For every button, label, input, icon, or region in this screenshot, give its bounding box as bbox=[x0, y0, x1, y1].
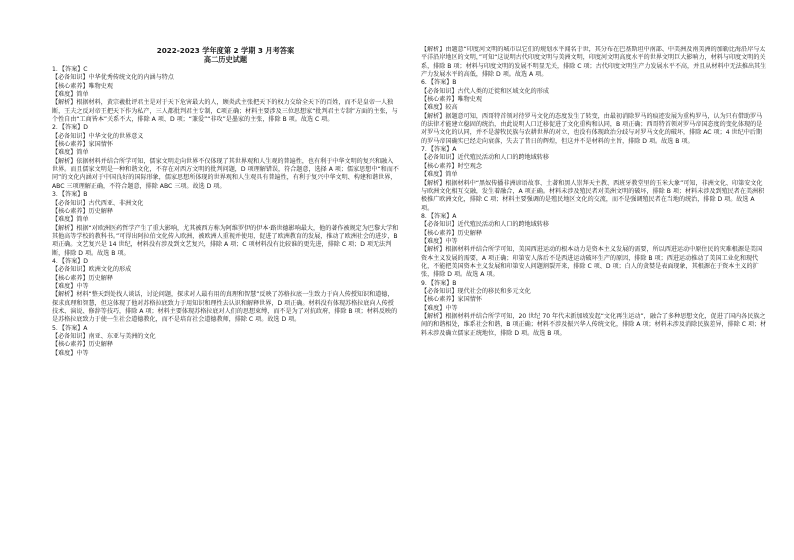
difficulty-line: 【难度】较高 bbox=[421, 104, 458, 112]
difficulty-line: 【难度】中等 bbox=[421, 237, 458, 245]
knowledge-line: 【必备知识】南亚、东亚与美洲的文化 bbox=[52, 333, 156, 340]
difficulty-line: 【难度】中等 bbox=[421, 304, 458, 312]
document-title: 2022-2023 学年度第 2 学期 3 月考答案 bbox=[156, 46, 295, 55]
difficulty-line: 【难度】中等 bbox=[52, 282, 89, 290]
analysis-paragraph: 【解析】依据材料并结合所学可知，儒家文明走向世界不仅体现了其世界观和人生观的普遍性，也有利于中华文明的复兴和融入世界。而且儒家文明是一种和谐文化，不存在对西方文明的批判问题，D 项理解错误，符合题意，选择 A 项；儒家思想中“和而不同”的文化内涵对于中国良好的国际形象，儒家思想所体现的世界观和人生观具有普遍性，有利于复兴中华文明、构建和谐世界，ABC 三项理解正确，不符合题意，排除 ABC 三项。故选 D 项。 bbox=[52, 157, 399, 190]
literacy-line: 【核心素养】历史解释 bbox=[421, 229, 482, 237]
knowledge-line: 【必备知识】现代社会的移民和多元文化 bbox=[421, 287, 531, 295]
question-5-analysis bbox=[421, 46, 768, 79]
question-4 bbox=[52, 258, 399, 325]
answer-line: 7．【答案】A bbox=[421, 146, 457, 154]
answer-line: 2．【答案】D bbox=[52, 124, 88, 132]
analysis-paragraph: 【解析】根据材料中“黑奴传播非洲谚语故事、土著和黑人崇拜天主教、西班牙教堂里的玉米大象”可知，非洲文化、印第安文化与欧洲文化相互交融，发生着融合，A 项正确。材料未涉及殖民者对美洲文明的破坏，排除 B 项；材料未涉及到殖民者在美洲积极推广欧洲文化，排除 C 项；材料主要强调的是殖民地区文化的交流，而不是强调殖民者在当地的统治，排除 D 项。故选 A 项。 bbox=[421, 179, 765, 212]
difficulty-line: 【难度】简单 bbox=[52, 149, 89, 157]
answer-line: 6．【答案】B bbox=[421, 79, 457, 87]
knowledge-line: 【必备知识】古代西亚、非洲文化 bbox=[52, 199, 144, 207]
question-1 bbox=[52, 66, 399, 124]
literacy-line: 【核心素养】历史解释 bbox=[52, 341, 113, 349]
knowledge-line: 【必备知识】近代殖民活动和人口的跨地域转移 bbox=[421, 221, 549, 229]
left-column bbox=[52, 46, 399, 552]
difficulty-line: 【难度】简单 bbox=[52, 91, 89, 99]
difficulty-line: 【难度】简单 bbox=[421, 171, 458, 179]
question-8 bbox=[421, 213, 768, 280]
literacy-line: 【核心素养】历史解释 bbox=[52, 207, 113, 215]
answer-line: 8．【答案】A bbox=[421, 212, 457, 220]
answer-line: 4．【答案】D bbox=[52, 257, 88, 265]
question-7 bbox=[421, 146, 768, 213]
analysis-paragraph: 【解析】根据材料，黄宗羲批评君主是对于天下危害最大的人，顾炎武主张把天下的权力交给全天下的百姓，而不是皇帝一人独断，王夫之反对帝王把天下作为私产，三人都批判君主专制，C项正确；材料主要涉及三位思想家“批判君主专制”方面的主张，与个性自由“工商皆本”关系不大，排除 A 项、D 项；“兼爱”“非攻”是墨家的主张，排除 B 项。故选 C 项。 bbox=[52, 99, 398, 124]
analysis-paragraph: 【解析】根据材料并结合所学可知，美国西进运动的根本动力是资本主义发展的需要，所以西进运动中原住民的灾难根源是美国资本主义发展的需要，A 项正确；印第安人落后不是西进运动破坏生产的原因，排除 B 项；西进运动推动了美国工业化和现代化，不能把美国资本主义发展和印第安人问题割裂开来，排除 C 项、D 项；白人的贪婪是表面现象，其根源在于资本主义的扩张，排除 D 项。故选 A 项。 bbox=[421, 246, 763, 279]
question-5-header bbox=[52, 325, 399, 358]
question-3 bbox=[52, 191, 399, 258]
knowledge-line: 【必备知识】古代人类的迁徙和区域文化的形成 bbox=[421, 87, 549, 95]
literacy-line: 【核心素养】家国情怀 bbox=[52, 141, 113, 149]
literacy-line: 【核心素养】家国情怀 bbox=[421, 296, 482, 304]
knowledge-line: 【必备知识】欧洲文化的形成 bbox=[52, 266, 132, 274]
answer-line: 5．【答案】A bbox=[52, 324, 88, 332]
analysis-paragraph: 【解析】根据“对欧洲医药哲学产生了重大影响，尤其被西方称为阿维罗伊的伊本·路世德影响最大，他的著作被规定为巴黎大学和其他高等学校的教科书。”可得出阿拉伯文化传入欧洲，被欧洲人重视并使用，促进了欧洲教育的发展，推动了欧洲社会的进步，B 项正确。文艺复兴是 14 世纪，材料没有涉及到文艺复兴，排除 A 项；C 项材料没有比较谁的更先进，排除 C 项；D 项无法判断，排除 D 项。故选 B 项。 bbox=[52, 224, 399, 257]
document-subtitle: 高二历史试题 bbox=[203, 55, 248, 64]
literacy-line: 【核心素养】唯物史观 bbox=[421, 96, 482, 104]
question-9 bbox=[421, 280, 768, 338]
analysis-paragraph: 【解析】材料“整天到处找人谈话，讨论问题，探求对人最有用的真理和智慧”反映了苏格拉底一生致力于向人传授知识和道德，探求真理和智慧，但这体现了他对苏格拉底致力于用知识和理性去认识和解释世界，D 项正确。材料没有体现苏格拉底向人传授技术、演说、修辞等技巧，排除 A 项；材料主要体现苏格拉底对人们的思想束缚，而不是为了对抗政府，排除 B 项；材料反映的是苏格拉底致力于使一生社会道德教化，而不是培育社会道德教师，排除 C 项。故选 D 项。 bbox=[52, 291, 398, 324]
analysis-paragraph: 【解析】由题意“印度河文明的城市以它们的规划水平闻名于世，其分布在巴基斯坦中南部、中美洲及南美洲的加勒比海沿岸与太平洋沿岸地区的文明，”可知“这说明古代印度文明与美洲文明，印度河文明高度水平的世界文明巨大影响力，材料与印度文明的关系，排除 B 项；材料与印度文明的发展不明显无关，排除 C 项；古代印度文明生产力发展水平不高，并且从材料中无法推出其生产力发展水平的高低，排除 D 项。故选 A 项。 bbox=[421, 46, 767, 79]
answer-line: 9．【答案】B bbox=[421, 279, 457, 287]
literacy-line: 【核心素养】唯物史观 bbox=[52, 82, 113, 90]
difficulty-line: 【难度】简单 bbox=[52, 216, 89, 224]
analysis-paragraph: 【解析】根据材料并结合所学可知，20 世纪 70 年代末新加坡发起“文化再生运动”，融合了多种思想文化，促进了国内各民族之间的和谐相处，维系社会和谐，B 项正确；材料不涉及振兴华人传统文化，排除 A 项；材料未涉及消除民族差异，排除 C 项；材料未涉及确立儒家正统地位，排除 D 项。故选 B 项。 bbox=[421, 313, 767, 337]
answer-line: 3．【答案】B bbox=[52, 191, 88, 199]
question-2 bbox=[52, 124, 399, 191]
difficulty-line: 【难度】中等 bbox=[52, 349, 89, 357]
right-column bbox=[421, 46, 768, 552]
question-6 bbox=[421, 79, 768, 146]
analysis-paragraph: 【解析】据题意可知，西哥特首领对待罗马文化的态度发生了转变，由最初消除罗马的痕迹发展为重构罗马，认为只有借助罗马的法律才能建立稳固的统治，由此说明人口迁移促进了文化重构和认同，B 项正确；西哥特首领对罗马帝国态度的变化体现的是对罗马文化的认同，并不是游牧民族与农耕世界的对立，也没有体现政治分歧与对罗马文化的破坏，排除 AC 项；4 世纪中后期的罗马帝国确实已经走向衰落，失去了昔日的辉煌，但这并不是材料的主旨，排除 D 项。故选 B 项。 bbox=[421, 112, 763, 145]
knowledge-line: 【必备知识】中华优秀传统文化的内涵与特点 bbox=[52, 74, 174, 82]
literacy-line: 【核心素养】历史解释 bbox=[52, 274, 113, 282]
knowledge-line: 【必备知识】中华文化的世界意义 bbox=[52, 132, 144, 140]
literacy-line: 【核心素养】时空观念 bbox=[421, 162, 482, 170]
knowledge-line: 【必备知识】近代殖民活动和人口的跨地域转移 bbox=[421, 154, 549, 162]
answer-line: 1．【答案】C bbox=[52, 66, 88, 73]
